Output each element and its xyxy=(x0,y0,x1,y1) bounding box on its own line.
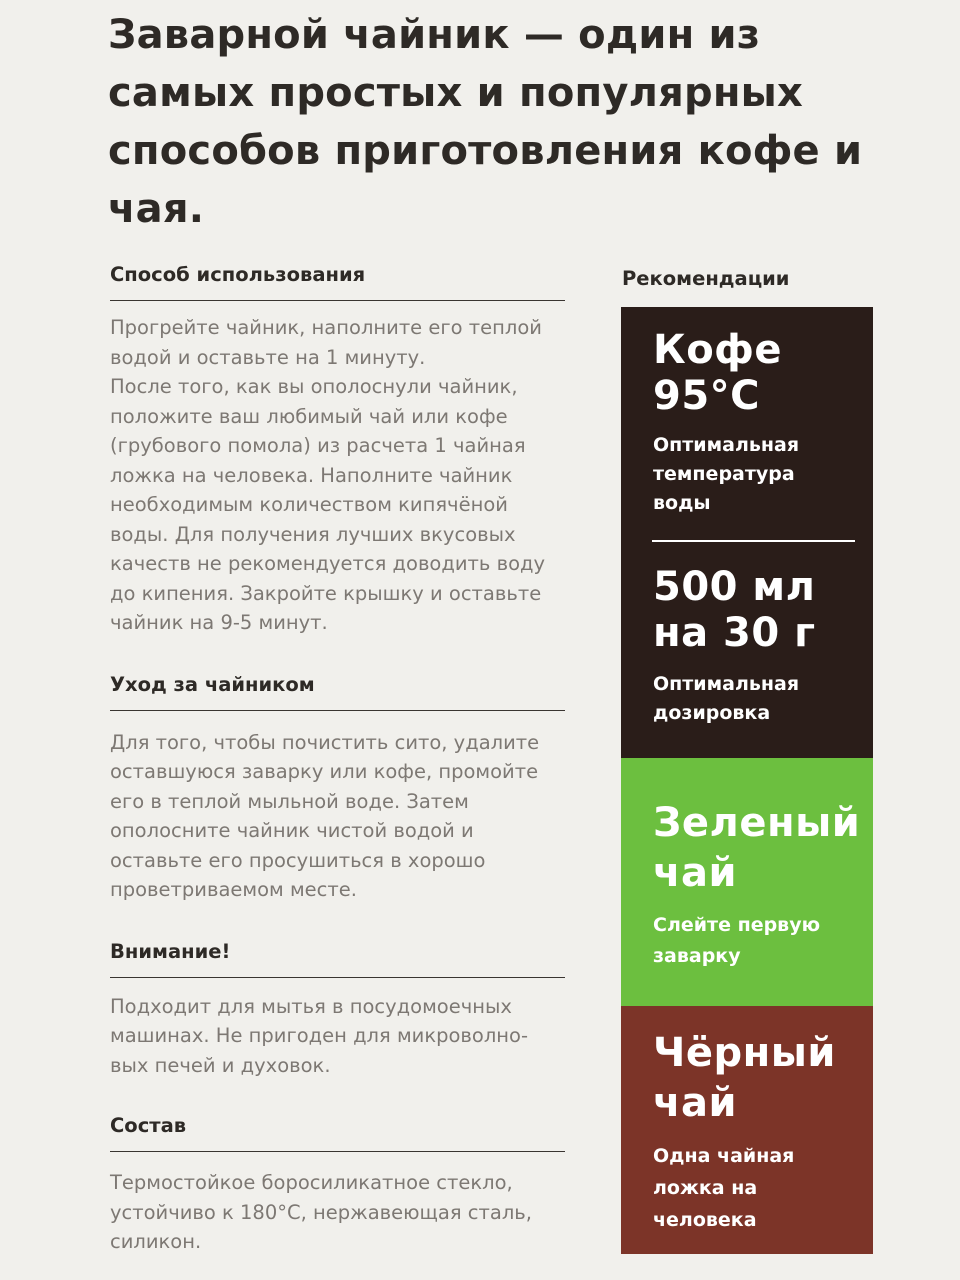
black-tea-heading: Чёрный чай xyxy=(653,1030,836,1126)
recommendations-title: Рекомендации xyxy=(622,267,790,290)
coffee-panel xyxy=(621,307,873,758)
section-body-composition: Термостойкое боросиликатное стекло, устойчиво к 180°С, нержавеющая сталь, силикон. xyxy=(110,1171,532,1253)
green-tea-panel xyxy=(621,758,873,1006)
section-warning xyxy=(110,939,565,1081)
section-title-composition: Состав xyxy=(110,1113,565,1152)
green-tea-heading: Зеленый чай xyxy=(653,800,861,896)
coffee-panel-divider xyxy=(652,540,855,542)
section-title-usage: Способ использования xyxy=(110,262,565,301)
section-care xyxy=(110,672,565,905)
coffee-temperature-caption: Оптимальная температура воды xyxy=(653,434,800,514)
section-body-care: Для того, чтобы почистить сито, удалите оставшуюся заварку или кофе, промойте его в теплой мыльной воде. Затем ополосните чайник чистой водой и оставьте его просушиться в хорошо проветриваемом месте. xyxy=(110,730,540,901)
headline: Заварной чайник — один из самых простых и популярных способов приготовления кофе и чая. xyxy=(108,12,863,232)
section-body-warning: Подходит для мытья в посудомоечных машинах. Не пригоден для микроволно- вых печей и духовок. xyxy=(110,994,529,1077)
coffee-dosage-heading: 500 мл на 30 г xyxy=(653,563,816,656)
black-tea-caption: Одна чайная ложка на человека xyxy=(653,1145,795,1231)
section-title-care: Уход за чайником xyxy=(110,672,565,711)
section-body-usage: Прогрейте чайник, наполните его теплой водой и оставьте на 1 минуту. После того, как вы ополоснули чайник, положите ваш любимый чай или кофе (грубового помола) из расчета 1 чайная ложка на человека. Наполните чайник необходимым количеством кипячёной воды. Для получения лучших вкусовых качеств не рекомендуется доводить воду до кипения. Закройте крышку и оставьте чайник на 9-5 минут. xyxy=(110,316,546,634)
section-title-warning: Внимание! xyxy=(110,939,565,978)
recommendations-column xyxy=(621,307,873,1254)
instructions-column xyxy=(110,262,565,1257)
coffee-dosage-caption: Оптимальная дозировка xyxy=(653,672,800,724)
coffee-temperature-heading: Кофе 95°С xyxy=(653,327,782,419)
section-composition xyxy=(110,1113,565,1257)
green-tea-caption: Слейте первую заварку xyxy=(653,914,821,967)
black-tea-panel xyxy=(621,1006,873,1254)
section-usage xyxy=(110,262,565,638)
